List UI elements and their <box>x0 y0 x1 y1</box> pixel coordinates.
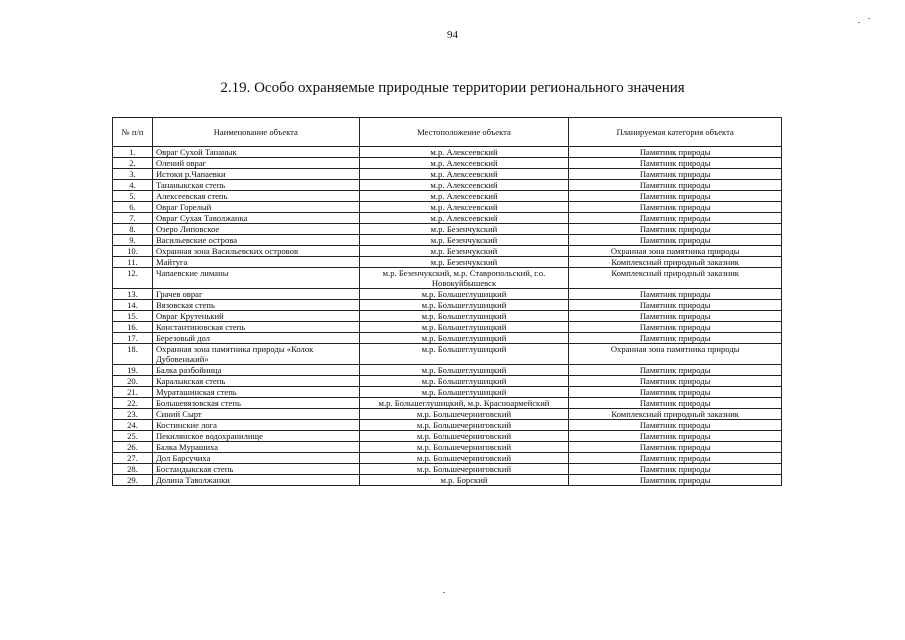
table-row <box>113 365 782 376</box>
table-body <box>113 147 782 486</box>
location-cell: м.р. Борский <box>359 475 569 486</box>
location-cell: м.р. Большечерниговский <box>359 431 569 442</box>
object-name-cell: Истоки р.Чапаевки <box>152 169 359 180</box>
header-category: Планируемая категория объекта <box>569 118 782 147</box>
category-cell: Памятник природы <box>569 387 782 398</box>
table-row <box>113 158 782 169</box>
location-cell: м.р. Большеглушицкий <box>359 322 569 333</box>
object-name-cell: Озеро Липовское <box>152 224 359 235</box>
object-name-cell: Каралыкская степь <box>152 376 359 387</box>
table-row <box>113 453 782 464</box>
object-name-cell: Константиновская степь <box>152 322 359 333</box>
location-cell: м.р. Большеглушицкий <box>359 333 569 344</box>
category-cell: Памятник природы <box>569 191 782 202</box>
object-name-cell: Олений овраг <box>152 158 359 169</box>
object-name-cell: Дол Барсучиха <box>152 453 359 464</box>
object-name-cell: Костинские лога <box>152 420 359 431</box>
location-cell: м.р. Алексеевский <box>359 180 569 191</box>
row-number-cell: 28. <box>113 464 153 475</box>
object-name-cell: Чапаевские лиманы <box>152 268 359 289</box>
row-number-cell: 8. <box>113 224 153 235</box>
category-cell: Памятник природы <box>569 475 782 486</box>
category-cell: Памятник природы <box>569 169 782 180</box>
header-location: Местоположение объекта <box>359 118 569 147</box>
row-number-cell: 17. <box>113 333 153 344</box>
object-name-cell: Грачев овраг <box>152 289 359 300</box>
scan-speck <box>443 592 445 593</box>
row-number-cell: 22. <box>113 398 153 409</box>
row-number-cell: 26. <box>113 442 153 453</box>
row-number-cell: 6. <box>113 202 153 213</box>
object-name-cell: Охранная зона Васильевских островов <box>152 246 359 257</box>
table-row <box>113 300 782 311</box>
table-row <box>113 246 782 257</box>
table-row <box>113 235 782 246</box>
table-row <box>113 376 782 387</box>
category-cell: Памятник природы <box>569 464 782 475</box>
object-name-cell: Синий Сырт <box>152 409 359 420</box>
row-number-cell: 7. <box>113 213 153 224</box>
table-row <box>113 442 782 453</box>
object-name-cell: Бостандыкская степь <box>152 464 359 475</box>
category-cell: Памятник природы <box>569 398 782 409</box>
location-cell: м.р. Безенчукский <box>359 246 569 257</box>
table-row <box>113 213 782 224</box>
scan-speck <box>858 22 860 23</box>
category-cell: Памятник природы <box>569 333 782 344</box>
table-header-row <box>113 118 782 147</box>
protected-areas-table <box>112 117 782 486</box>
header-name: Наименование объекта <box>152 118 359 147</box>
table-row <box>113 322 782 333</box>
category-cell: Охранная зона памятника природы <box>569 344 782 365</box>
category-cell: Охранная зона памятника природы <box>569 246 782 257</box>
object-name-cell: Балка разбойница <box>152 365 359 376</box>
category-cell: Памятник природы <box>569 311 782 322</box>
row-number-cell: 9. <box>113 235 153 246</box>
location-cell: м.р. Большеглушицкий, м.р. Красноармейский <box>359 398 569 409</box>
category-cell: Памятник природы <box>569 180 782 191</box>
table-row <box>113 180 782 191</box>
row-number-cell: 27. <box>113 453 153 464</box>
row-number-cell: 12. <box>113 268 153 289</box>
category-cell: Памятник природы <box>569 431 782 442</box>
category-cell: Памятник природы <box>569 300 782 311</box>
row-number-cell: 14. <box>113 300 153 311</box>
row-number-cell: 15. <box>113 311 153 322</box>
category-cell: Памятник природы <box>569 365 782 376</box>
location-cell: м.р. Большечерниговский <box>359 420 569 431</box>
location-cell: м.р. Алексеевский <box>359 202 569 213</box>
row-number-cell: 23. <box>113 409 153 420</box>
table-row <box>113 464 782 475</box>
row-number-cell: 1. <box>113 147 153 158</box>
location-cell: м.р. Большечерниговский <box>359 442 569 453</box>
object-name-cell: Тананыкская степь <box>152 180 359 191</box>
object-name-cell: Балка Мурашиха <box>152 442 359 453</box>
table-row <box>113 311 782 322</box>
location-cell: м.р. Большеглушицкий <box>359 387 569 398</box>
location-cell: м.р. Большеглушицкий <box>359 300 569 311</box>
table-row <box>113 224 782 235</box>
category-cell: Памятник природы <box>569 224 782 235</box>
object-name-cell: Васильевские острова <box>152 235 359 246</box>
location-cell: м.р. Безенчукский, м.р. Ставропольский, г.о. Новокуйбышевск <box>359 268 569 289</box>
location-cell: м.р. Алексеевский <box>359 169 569 180</box>
category-cell: Памятник природы <box>569 420 782 431</box>
table-row <box>113 202 782 213</box>
row-number-cell: 21. <box>113 387 153 398</box>
object-name-cell: Овраг Сухой Тананык <box>152 147 359 158</box>
row-number-cell: 4. <box>113 180 153 191</box>
header-num: № п/п <box>113 118 153 147</box>
document-title: 2.19. Особо охраняемые природные территории регионального значения <box>220 80 685 96</box>
row-number-cell: 20. <box>113 376 153 387</box>
category-cell: Памятник природы <box>569 453 782 464</box>
location-cell: м.р. Большеглушицкий <box>359 365 569 376</box>
row-number-cell: 29. <box>113 475 153 486</box>
row-number-cell: 2. <box>113 158 153 169</box>
table-row <box>113 147 782 158</box>
row-number-cell: 25. <box>113 431 153 442</box>
location-cell: м.р. Большечерниговский <box>359 464 569 475</box>
object-name-cell: Пекилянское водохранилище <box>152 431 359 442</box>
row-number-cell: 5. <box>113 191 153 202</box>
location-cell: м.р. Алексеевский <box>359 213 569 224</box>
location-cell: м.р. Большеглушицкий <box>359 376 569 387</box>
row-number-cell: 13. <box>113 289 153 300</box>
row-number-cell: 3. <box>113 169 153 180</box>
table-row <box>113 398 782 409</box>
row-number-cell: 10. <box>113 246 153 257</box>
category-cell: Памятник природы <box>569 147 782 158</box>
table-row <box>113 191 782 202</box>
location-cell: м.р. Алексеевский <box>359 158 569 169</box>
table-row <box>113 268 782 289</box>
category-cell: Комплексный природный заказник <box>569 409 782 420</box>
category-cell: Комплексный природный заказник <box>569 257 782 268</box>
table-row <box>113 289 782 300</box>
scan-speck <box>868 18 870 19</box>
object-name-cell: Майтуга <box>152 257 359 268</box>
table-row <box>113 169 782 180</box>
table-row <box>113 475 782 486</box>
location-cell: м.р. Безенчукский <box>359 224 569 235</box>
category-cell: Памятник природы <box>569 289 782 300</box>
category-cell: Памятник природы <box>569 202 782 213</box>
row-number-cell: 18. <box>113 344 153 365</box>
object-name-cell: Долина Таволжанки <box>152 475 359 486</box>
object-name-cell: Овраг Горелый <box>152 202 359 213</box>
category-cell: Памятник природы <box>569 158 782 169</box>
table-row <box>113 431 782 442</box>
object-name-cell: Мураташинская степь <box>152 387 359 398</box>
object-name-cell: Вязовская степь <box>152 300 359 311</box>
table-row <box>113 420 782 431</box>
location-cell: м.р. Большеглушицкий <box>359 311 569 322</box>
object-name-cell: Алексеевская степь <box>152 191 359 202</box>
table-row <box>113 333 782 344</box>
location-cell: м.р. Безенчукский <box>359 235 569 246</box>
table-row <box>113 387 782 398</box>
row-number-cell: 16. <box>113 322 153 333</box>
location-cell: м.р. Алексеевский <box>359 191 569 202</box>
object-name-cell: Овраг Сухая Таволжанка <box>152 213 359 224</box>
object-name-cell: Охранная зона памятника природы «Колок Дубовенький» <box>152 344 359 365</box>
location-cell: м.р. Большеглушицкий <box>359 289 569 300</box>
location-cell: м.р. Большечерниговский <box>359 453 569 464</box>
row-number-cell: 11. <box>113 257 153 268</box>
object-name-cell: Большевязовская степь <box>152 398 359 409</box>
page-number: 94 <box>447 29 458 41</box>
object-name-cell: Березовый дол <box>152 333 359 344</box>
row-number-cell: 24. <box>113 420 153 431</box>
category-cell: Комплексный природный заказник <box>569 268 782 289</box>
location-cell: м.р. Большеглушицкий <box>359 344 569 365</box>
location-cell: м.р. Безенчукский <box>359 257 569 268</box>
location-cell: м.р. Большечерниговский <box>359 409 569 420</box>
category-cell: Памятник природы <box>569 376 782 387</box>
category-cell: Памятник природы <box>569 442 782 453</box>
category-cell: Памятник природы <box>569 235 782 246</box>
location-cell: м.р. Алексеевский <box>359 147 569 158</box>
table-row <box>113 257 782 268</box>
category-cell: Памятник природы <box>569 322 782 333</box>
table-row <box>113 409 782 420</box>
category-cell: Памятник природы <box>569 213 782 224</box>
table-row <box>113 344 782 365</box>
object-name-cell: Овраг Крутенький <box>152 311 359 322</box>
row-number-cell: 19. <box>113 365 153 376</box>
